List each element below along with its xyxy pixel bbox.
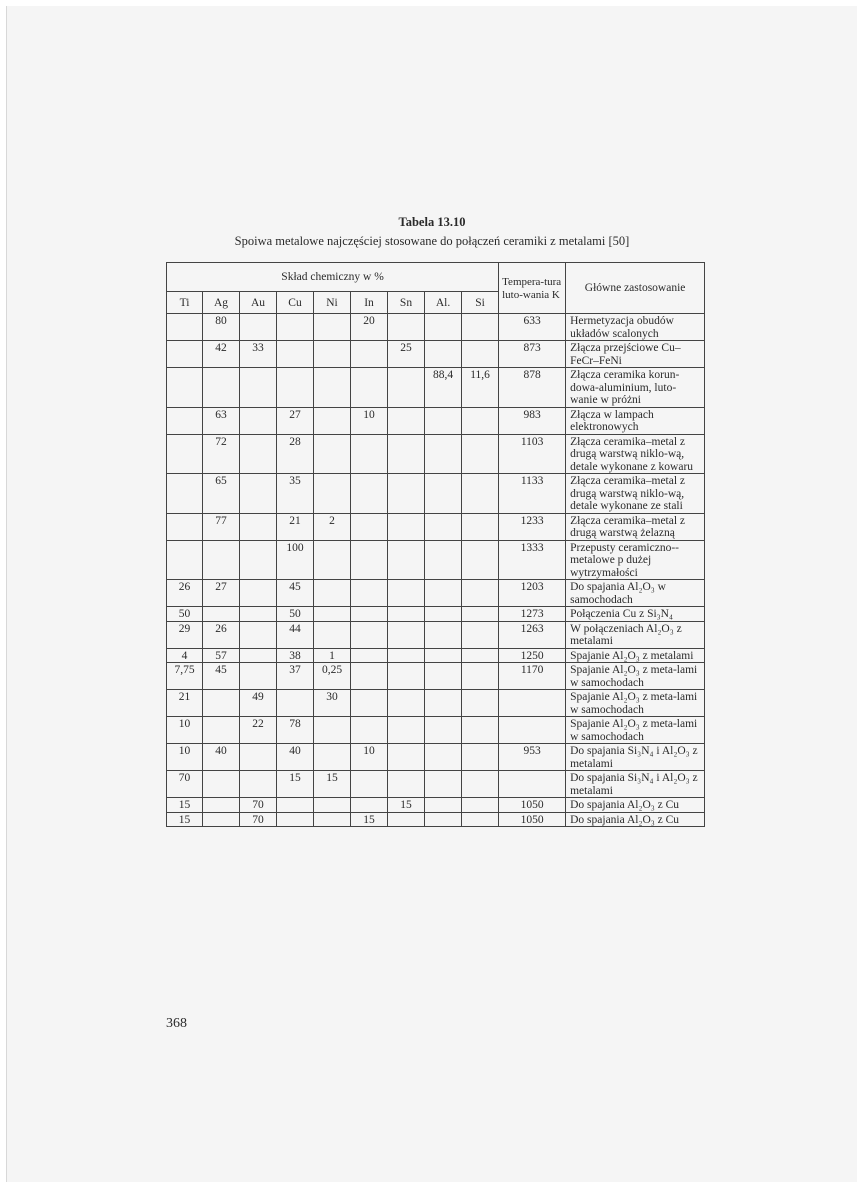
composition-cell xyxy=(240,474,277,514)
composition-cell: 15 xyxy=(167,812,203,827)
composition-cell: 25 xyxy=(388,341,425,368)
table-row xyxy=(167,621,705,648)
composition-cell xyxy=(462,717,499,744)
composition-cell: 29 xyxy=(167,621,203,648)
composition-cell: 7,75 xyxy=(167,663,203,690)
column-header-ti: Ti xyxy=(167,292,203,314)
composition-cell xyxy=(462,580,499,607)
composition-cell: 11,6 xyxy=(462,368,499,408)
composition-cell xyxy=(203,771,240,798)
composition-cell xyxy=(388,580,425,607)
composition-cell: 27 xyxy=(203,580,240,607)
composition-cell xyxy=(167,341,203,368)
composition-cell: 63 xyxy=(203,407,240,434)
composition-cell xyxy=(462,341,499,368)
composition-cell xyxy=(462,621,499,648)
composition-cell xyxy=(314,621,351,648)
composition-cell xyxy=(314,434,351,474)
composition-cell: 21 xyxy=(277,513,314,540)
composition-cell xyxy=(351,663,388,690)
composition-cell xyxy=(351,341,388,368)
composition-cell xyxy=(277,341,314,368)
composition-cell xyxy=(425,663,462,690)
composition-cell: 77 xyxy=(203,513,240,540)
composition-cell xyxy=(425,407,462,434)
composition-cell xyxy=(388,407,425,434)
composition-cell xyxy=(425,690,462,717)
composition-cell: 80 xyxy=(203,314,240,341)
composition-cell: 88,4 xyxy=(425,368,462,408)
composition-cell xyxy=(388,434,425,474)
composition-cell xyxy=(351,621,388,648)
composition-cell xyxy=(203,690,240,717)
composition-cell: 27 xyxy=(277,407,314,434)
composition-cell xyxy=(351,580,388,607)
column-header-al: Al. xyxy=(425,292,462,314)
composition-cell: 45 xyxy=(203,663,240,690)
composition-cell xyxy=(388,607,425,622)
composition-cell xyxy=(462,434,499,474)
composition-cell: 70 xyxy=(240,812,277,827)
application-cell: Złącza w lampach elektronowych xyxy=(566,407,705,434)
composition-cell xyxy=(314,744,351,771)
composition-cell: 50 xyxy=(167,607,203,622)
composition-cell xyxy=(277,368,314,408)
composition-cell xyxy=(425,812,462,827)
composition-cell xyxy=(240,368,277,408)
composition-cell: 40 xyxy=(277,744,314,771)
composition-cell: 20 xyxy=(351,314,388,341)
composition-cell xyxy=(203,368,240,408)
temperature-cell: 878 xyxy=(499,368,566,408)
composition-cell xyxy=(240,314,277,341)
composition-cell xyxy=(388,513,425,540)
composition-cell: 10 xyxy=(351,744,388,771)
composition-cell xyxy=(462,607,499,622)
table-row xyxy=(167,314,705,341)
table-row xyxy=(167,663,705,690)
composition-cell xyxy=(388,368,425,408)
composition-cell: 35 xyxy=(277,474,314,514)
composition-cell xyxy=(314,540,351,580)
table-row xyxy=(167,690,705,717)
application-cell: Do spajania Al₂O₃ z Cu xyxy=(566,812,705,827)
composition-cell xyxy=(351,717,388,744)
composition-cell xyxy=(462,648,499,663)
composition-cell xyxy=(203,540,240,580)
table-row xyxy=(167,434,705,474)
composition-cell: 30 xyxy=(314,690,351,717)
composition-cell xyxy=(388,744,425,771)
composition-cell xyxy=(240,648,277,663)
table-title: Tabela 13.10 xyxy=(398,215,466,229)
composition-cell xyxy=(240,540,277,580)
column-header-in: In xyxy=(351,292,388,314)
composition-cell: 4 xyxy=(167,648,203,663)
composition-cell xyxy=(388,812,425,827)
composition-cell xyxy=(462,771,499,798)
temperature-cell: 1103 xyxy=(499,434,566,474)
composition-cell xyxy=(314,341,351,368)
composition-cell xyxy=(425,798,462,813)
composition-cell xyxy=(425,621,462,648)
composition-cell: 15 xyxy=(388,798,425,813)
composition-cell xyxy=(388,621,425,648)
composition-cell xyxy=(425,580,462,607)
application-cell: Złącza ceramika–metal z drugą warstwą niklo-wą, detale wykonane ze stali xyxy=(566,474,705,514)
application-cell: Przepusty ceramiczno--metalowe p dużej wytrzymałości xyxy=(566,540,705,580)
composition-cell xyxy=(462,407,499,434)
composition-cell: 42 xyxy=(203,341,240,368)
composition-cell xyxy=(425,744,462,771)
composition-cell xyxy=(314,368,351,408)
table-row xyxy=(167,812,705,827)
temperature-cell: 1203 xyxy=(499,580,566,607)
composition-cell xyxy=(351,540,388,580)
composition-cell xyxy=(203,812,240,827)
composition-cell xyxy=(425,717,462,744)
composition-cell: 49 xyxy=(240,690,277,717)
table-row xyxy=(167,744,705,771)
composition-cell xyxy=(240,744,277,771)
composition-cell xyxy=(388,474,425,514)
table-row xyxy=(167,341,705,368)
composition-cell xyxy=(167,513,203,540)
composition-cell xyxy=(351,648,388,663)
application-cell: Spajanie Al₂O₃ z meta-lami w samochodach xyxy=(566,690,705,717)
composition-cell xyxy=(240,513,277,540)
composition-cell: 40 xyxy=(203,744,240,771)
composition-cell xyxy=(167,314,203,341)
composition-cell xyxy=(314,717,351,744)
composition-cell xyxy=(351,607,388,622)
column-header-au: Au xyxy=(240,292,277,314)
composition-cell xyxy=(425,771,462,798)
composition-header: Skład chemiczny w % xyxy=(167,263,499,292)
temperature-cell: 1050 xyxy=(499,798,566,813)
composition-cell: 78 xyxy=(277,717,314,744)
composition-cell xyxy=(462,314,499,341)
composition-cell xyxy=(425,648,462,663)
column-header-ag: Ag xyxy=(203,292,240,314)
composition-cell xyxy=(388,771,425,798)
composition-cell xyxy=(240,580,277,607)
composition-cell: 70 xyxy=(167,771,203,798)
composition-cell xyxy=(388,648,425,663)
table-row xyxy=(167,368,705,408)
temperature-cell: 1233 xyxy=(499,513,566,540)
composition-cell xyxy=(314,580,351,607)
table-subtitle: Spoiwa metalowe najczęściej stosowane do połączeń ceramiki z metalami [50] xyxy=(234,234,630,248)
composition-cell: 2 xyxy=(314,513,351,540)
table-row xyxy=(167,513,705,540)
composition-cell xyxy=(240,407,277,434)
composition-cell xyxy=(462,690,499,717)
composition-cell xyxy=(167,368,203,408)
composition-cell: 26 xyxy=(203,621,240,648)
composition-cell: 26 xyxy=(167,580,203,607)
table-row xyxy=(167,771,705,798)
table-row xyxy=(167,648,705,663)
table-row xyxy=(167,717,705,744)
column-header-si: Si xyxy=(462,292,499,314)
composition-cell: 15 xyxy=(314,771,351,798)
composition-cell xyxy=(240,621,277,648)
column-header-ni: Ni xyxy=(314,292,351,314)
composition-cell xyxy=(351,690,388,717)
composition-cell xyxy=(425,341,462,368)
composition-cell xyxy=(388,663,425,690)
table-row xyxy=(167,798,705,813)
composition-cell xyxy=(314,407,351,434)
composition-cell xyxy=(425,474,462,514)
application-header: Główne zastosowanie xyxy=(566,263,705,314)
composition-cell xyxy=(240,663,277,690)
composition-cell xyxy=(425,434,462,474)
composition-cell xyxy=(277,812,314,827)
table-row xyxy=(167,474,705,514)
application-cell: Do spajania Si₃N₄ i Al₂O₃ z metalami xyxy=(566,744,705,771)
composition-cell xyxy=(425,314,462,341)
composition-cell xyxy=(167,540,203,580)
application-cell: Spajanie Al₂O₃ z metalami xyxy=(566,648,705,663)
composition-cell: 15 xyxy=(351,812,388,827)
composition-cell: 72 xyxy=(203,434,240,474)
solder-table xyxy=(166,262,705,827)
application-cell: Złącza ceramika–metal z drugą warstwą niklo-wą, detale wykonane z kowaru xyxy=(566,434,705,474)
composition-cell: 38 xyxy=(277,648,314,663)
temperature-cell xyxy=(499,690,566,717)
composition-cell xyxy=(425,513,462,540)
composition-cell xyxy=(351,771,388,798)
composition-cell xyxy=(203,607,240,622)
composition-cell xyxy=(388,314,425,341)
composition-cell xyxy=(240,607,277,622)
application-cell: Złącza przejściowe Cu–FeCr–FeNi xyxy=(566,341,705,368)
application-cell: Spajanie Al₂O₃ z meta-lami w samochodach xyxy=(566,717,705,744)
composition-cell: 0,25 xyxy=(314,663,351,690)
composition-cell xyxy=(351,434,388,474)
page-number: 368 xyxy=(166,1016,187,1031)
composition-cell: 1 xyxy=(314,648,351,663)
composition-cell xyxy=(240,771,277,798)
temperature-header: Tempera-tura luto-wania K xyxy=(499,263,566,314)
composition-cell xyxy=(462,663,499,690)
composition-cell xyxy=(351,798,388,813)
application-cell: Złącza ceramika korun-dowa-aluminium, luto-wanie w próżni xyxy=(566,368,705,408)
composition-cell xyxy=(351,368,388,408)
composition-cell xyxy=(314,314,351,341)
application-cell: Złącza ceramika–metal z drugą warstwą żelazną xyxy=(566,513,705,540)
application-cell: Do spajania Al₂O₃ z Cu xyxy=(566,798,705,813)
application-cell: Hermetyzacja obudów układów scalonych xyxy=(566,314,705,341)
table-row xyxy=(167,540,705,580)
composition-cell xyxy=(462,798,499,813)
composition-cell xyxy=(277,798,314,813)
composition-cell xyxy=(425,540,462,580)
composition-cell: 21 xyxy=(167,690,203,717)
composition-cell xyxy=(351,474,388,514)
composition-cell xyxy=(314,798,351,813)
temperature-cell xyxy=(499,771,566,798)
composition-cell: 65 xyxy=(203,474,240,514)
composition-cell xyxy=(240,434,277,474)
composition-cell xyxy=(277,690,314,717)
temperature-cell: 1273 xyxy=(499,607,566,622)
composition-cell: 37 xyxy=(277,663,314,690)
application-cell: Do spajania Si₃N₄ i Al₂O₃ z metalami xyxy=(566,771,705,798)
temperature-cell: 1133 xyxy=(499,474,566,514)
column-header-sn: Sn xyxy=(388,292,425,314)
temperature-cell: 1250 xyxy=(499,648,566,663)
composition-cell xyxy=(203,798,240,813)
composition-cell xyxy=(277,314,314,341)
application-cell: Do spajania Al₂O₃ w samochodach xyxy=(566,580,705,607)
temperature-cell: 633 xyxy=(499,314,566,341)
composition-cell xyxy=(314,607,351,622)
composition-cell xyxy=(425,607,462,622)
composition-cell: 10 xyxy=(351,407,388,434)
composition-cell: 45 xyxy=(277,580,314,607)
column-header-cu: Cu xyxy=(277,292,314,314)
temperature-cell xyxy=(499,717,566,744)
table-row xyxy=(167,407,705,434)
composition-cell: 70 xyxy=(240,798,277,813)
composition-cell xyxy=(388,717,425,744)
composition-cell: 22 xyxy=(240,717,277,744)
composition-cell xyxy=(388,540,425,580)
composition-cell: 44 xyxy=(277,621,314,648)
temperature-cell: 1050 xyxy=(499,812,566,827)
composition-cell xyxy=(388,690,425,717)
composition-cell: 33 xyxy=(240,341,277,368)
composition-cell xyxy=(314,812,351,827)
temperature-cell: 1333 xyxy=(499,540,566,580)
temperature-cell: 873 xyxy=(499,341,566,368)
composition-cell xyxy=(351,513,388,540)
temperature-cell: 1263 xyxy=(499,621,566,648)
composition-cell: 15 xyxy=(167,798,203,813)
application-cell: Połączenia Cu z Si₃N₄ xyxy=(566,607,705,622)
composition-cell xyxy=(314,474,351,514)
composition-cell xyxy=(203,717,240,744)
application-cell: W połączeniach Al₂O₃ z metalami xyxy=(566,621,705,648)
composition-cell: 50 xyxy=(277,607,314,622)
composition-cell: 10 xyxy=(167,744,203,771)
table-row xyxy=(167,607,705,622)
application-cell: Spajanie Al₂O₃ z meta-lami w samochodach xyxy=(566,663,705,690)
composition-cell: 10 xyxy=(167,717,203,744)
composition-cell xyxy=(462,474,499,514)
composition-cell xyxy=(167,434,203,474)
composition-cell: 100 xyxy=(277,540,314,580)
composition-cell xyxy=(462,540,499,580)
composition-cell: 57 xyxy=(203,648,240,663)
composition-cell xyxy=(167,474,203,514)
composition-cell xyxy=(462,812,499,827)
composition-cell xyxy=(462,744,499,771)
table-row xyxy=(167,580,705,607)
temperature-cell: 983 xyxy=(499,407,566,434)
composition-cell: 28 xyxy=(277,434,314,474)
composition-cell xyxy=(462,513,499,540)
composition-cell: 15 xyxy=(277,771,314,798)
temperature-cell: 953 xyxy=(499,744,566,771)
composition-cell xyxy=(167,407,203,434)
temperature-cell: 1170 xyxy=(499,663,566,690)
